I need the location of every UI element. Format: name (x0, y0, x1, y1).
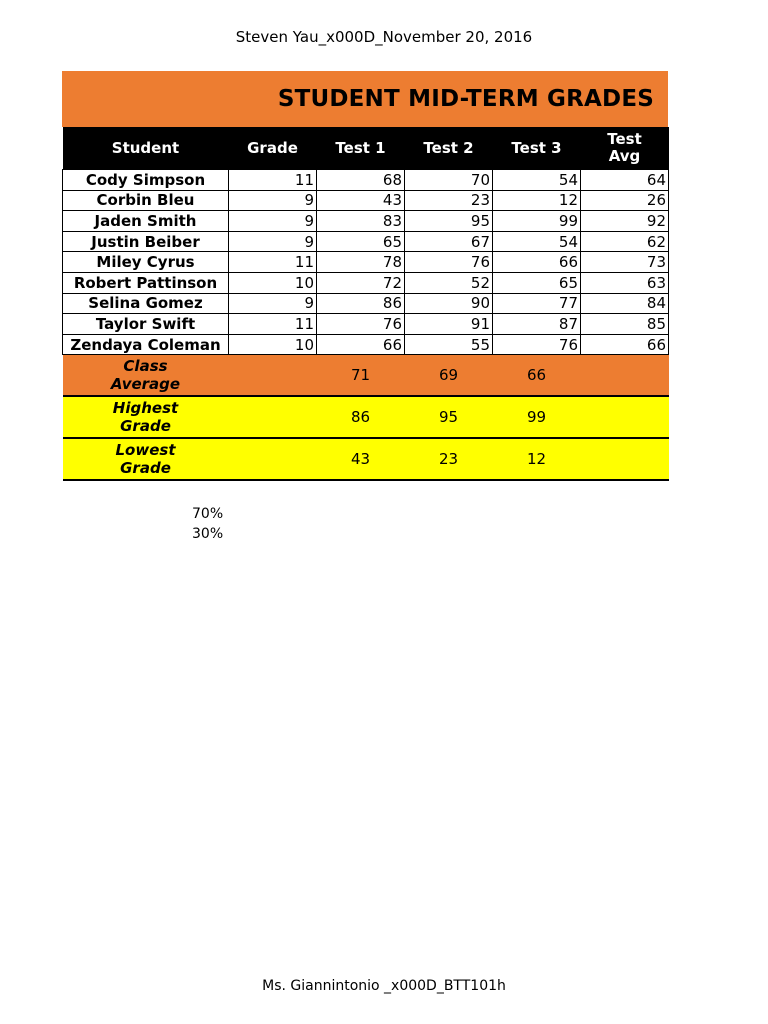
test2-score[interactable]: 55 (405, 334, 493, 355)
test2-score[interactable]: 95 (405, 211, 493, 232)
col-header-student: Student (63, 127, 229, 170)
test3-score[interactable]: 76 (493, 334, 581, 355)
col-header-test1: Test 1 (317, 127, 405, 170)
lowest-grade-row (63, 438, 669, 480)
highest-grade-label-text: Highest Grade (112, 399, 179, 436)
test3-score[interactable]: 77 (493, 293, 581, 314)
table-row (63, 272, 669, 293)
test3-score[interactable]: 99 (493, 211, 581, 232)
weights-list (192, 504, 223, 544)
header-row (63, 127, 669, 170)
weight-value[interactable]: 30% (192, 526, 224, 542)
test1-score[interactable]: 66 (317, 334, 405, 355)
class-average-test2[interactable]: 69 (405, 355, 493, 397)
table-row (63, 314, 669, 335)
class-average-label (63, 355, 229, 397)
test-avg-score[interactable]: 73 (581, 252, 669, 273)
student-grade[interactable]: 11 (229, 252, 317, 273)
student-name[interactable]: Taylor Swift (63, 314, 229, 335)
test-avg-score[interactable]: 66 (581, 334, 669, 355)
test-avg-score[interactable]: 92 (581, 211, 669, 232)
lowest-grade-label (63, 438, 229, 480)
student-grade[interactable]: 9 (229, 211, 317, 232)
highest-grade-label (63, 396, 229, 438)
summary-cell-empty (581, 396, 669, 438)
test3-score[interactable]: 66 (493, 252, 581, 273)
summary-cell-empty (229, 355, 317, 397)
lowest-grade-test2[interactable]: 23 (405, 438, 493, 480)
test2-score[interactable]: 67 (405, 231, 493, 252)
table-row (63, 334, 669, 355)
test1-score[interactable]: 78 (317, 252, 405, 273)
table-row (63, 211, 669, 232)
test-avg-score[interactable]: 85 (581, 314, 669, 335)
highest-grade-test2[interactable]: 95 (405, 396, 493, 438)
col-header-grade: Grade (229, 127, 317, 170)
highest-grade-test3[interactable]: 99 (493, 396, 581, 438)
student-name[interactable]: Zendaya Coleman (63, 334, 229, 355)
class-average-label-text: Class Average (110, 357, 181, 394)
test1-score[interactable]: 68 (317, 170, 405, 191)
student-grade[interactable]: 10 (229, 272, 317, 293)
summary-cell-empty (581, 438, 669, 480)
test-avg-score[interactable]: 26 (581, 190, 669, 211)
student-name[interactable]: Justin Beiber (63, 231, 229, 252)
student-name[interactable]: Selina Gomez (63, 293, 229, 314)
test-avg-score[interactable]: 84 (581, 293, 669, 314)
test-avg-score[interactable]: 62 (581, 231, 669, 252)
test1-score[interactable]: 72 (317, 272, 405, 293)
grades-table (62, 127, 669, 481)
col-header-test2: Test 2 (405, 127, 493, 170)
col-header-test-avg (581, 127, 669, 170)
col-header-test3: Test 3 (493, 127, 581, 170)
summary-cell-empty (229, 438, 317, 480)
class-average-test1[interactable]: 71 (317, 355, 405, 397)
highest-grade-row (63, 396, 669, 438)
student-rows (63, 170, 669, 355)
test2-score[interactable]: 23 (405, 190, 493, 211)
grades-sheet (62, 71, 668, 481)
student-grade[interactable]: 9 (229, 293, 317, 314)
test2-score[interactable]: 70 (405, 170, 493, 191)
test3-score[interactable]: 54 (493, 170, 581, 191)
student-name[interactable]: Jaden Smith (63, 211, 229, 232)
student-name[interactable]: Robert Pattinson (63, 272, 229, 293)
lowest-grade-label-text: Lowest Grade (115, 441, 176, 478)
test2-score[interactable]: 76 (405, 252, 493, 273)
test1-score[interactable]: 43 (317, 190, 405, 211)
test3-score[interactable]: 65 (493, 272, 581, 293)
test2-score[interactable]: 52 (405, 272, 493, 293)
summary-cell-empty (229, 396, 317, 438)
lowest-grade-test1[interactable]: 43 (317, 438, 405, 480)
summary-cell-empty (581, 355, 669, 397)
lowest-grade-test3[interactable]: 12 (493, 438, 581, 480)
page-footer: Ms. Giannintonio _x000D_BTT101h (262, 978, 506, 994)
test1-score[interactable]: 76 (317, 314, 405, 335)
col-header-test-avg-label: Test Avg (607, 130, 642, 165)
test-avg-score[interactable]: 64 (581, 170, 669, 191)
test1-score[interactable]: 83 (317, 211, 405, 232)
test3-score[interactable]: 12 (493, 190, 581, 211)
test2-score[interactable]: 91 (405, 314, 493, 335)
class-average-row (63, 355, 669, 397)
student-grade[interactable]: 11 (229, 314, 317, 335)
test-avg-score[interactable]: 63 (581, 272, 669, 293)
weight-value[interactable]: 70% (192, 506, 224, 522)
student-grade[interactable]: 11 (229, 170, 317, 191)
test3-score[interactable]: 54 (493, 231, 581, 252)
table-row (63, 231, 669, 252)
table-row (63, 190, 669, 211)
table-row (63, 293, 669, 314)
sheet-title: STUDENT MID-TERM GRADES (62, 71, 668, 127)
test1-score[interactable]: 86 (317, 293, 405, 314)
page-header: Steven Yau_x000D_November 20, 2016 (235, 28, 533, 46)
test1-score[interactable]: 65 (317, 231, 405, 252)
student-grade[interactable]: 9 (229, 231, 317, 252)
table-row (63, 170, 669, 191)
table-row (63, 252, 669, 273)
student-name[interactable]: Miley Cyrus (63, 252, 229, 273)
student-name[interactable]: Cody Simpson (63, 170, 229, 191)
class-average-test3[interactable]: 66 (493, 355, 581, 397)
highest-grade-test1[interactable]: 86 (317, 396, 405, 438)
test3-score[interactable]: 87 (493, 314, 581, 335)
student-grade[interactable]: 9 (229, 190, 317, 211)
student-grade[interactable]: 10 (229, 334, 317, 355)
summary-rows (63, 355, 669, 481)
test2-score[interactable]: 90 (405, 293, 493, 314)
student-name[interactable]: Corbin Bleu (63, 190, 229, 211)
